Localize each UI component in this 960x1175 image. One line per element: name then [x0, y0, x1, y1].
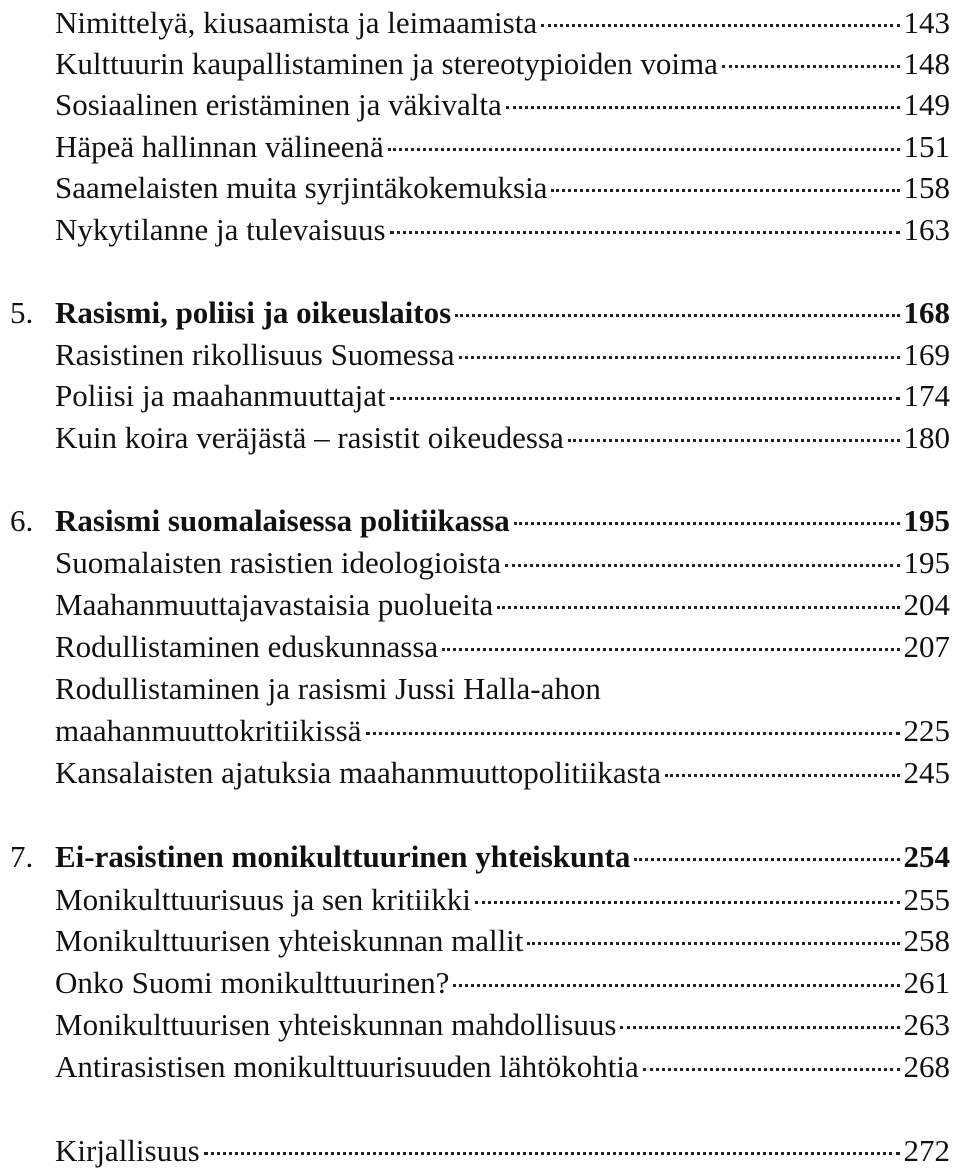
dot-leader	[541, 23, 899, 27]
toc-title: Saamelaisten muita syrjintäkokemuksia	[55, 170, 548, 205]
dot-leader	[204, 1151, 900, 1155]
toc-title: Nykytilanne ja tulevaisuus	[55, 212, 386, 247]
toc-page-number: 225	[903, 713, 950, 748]
toc-page-number: 149	[903, 87, 950, 122]
toc-entry	[0, 877, 960, 923]
toc-title: Monikulttuurisen yhteiskunnan mallit	[55, 923, 524, 958]
toc-entry	[0, 0, 960, 46]
dot-leader	[665, 773, 899, 777]
toc-entry-first-line	[0, 666, 960, 712]
dot-leader	[514, 521, 900, 525]
toc-page-number: 195	[903, 545, 950, 580]
toc-entry	[0, 124, 960, 170]
toc-entry	[0, 1002, 960, 1048]
dot-leader	[506, 105, 900, 109]
toc-title-line: Rodullistaminen ja rasismi Jussi Halla-ahon	[55, 671, 601, 706]
toc-title: Kirjallisuus	[55, 1133, 200, 1168]
dot-leader	[388, 147, 900, 151]
toc-entry	[0, 750, 960, 796]
toc-page-number: 148	[903, 46, 950, 81]
dot-leader	[475, 900, 900, 904]
dot-leader	[390, 230, 900, 234]
toc-entry	[0, 582, 960, 628]
toc-entry	[0, 41, 960, 87]
toc-entry	[0, 373, 960, 419]
dot-leader	[568, 438, 900, 442]
toc-entry	[0, 332, 960, 378]
toc-title: Rasistinen rikollisuus Suomessa	[55, 337, 455, 372]
toc-page-number: 261	[903, 965, 950, 1000]
toc-title: Antirasistisen monikulttuurisuuden lähtökohtia	[55, 1049, 639, 1084]
toc-title: Monikulttuurisuus ja sen kritiikki	[55, 882, 471, 917]
toc-page-number: 158	[903, 170, 950, 205]
dot-leader	[366, 731, 900, 735]
dot-leader	[527, 941, 899, 945]
toc-entry	[0, 708, 960, 754]
toc-entry	[0, 82, 960, 128]
dot-leader	[442, 647, 899, 651]
toc-page-number: 263	[903, 1007, 950, 1042]
dot-leader	[390, 396, 900, 400]
dot-leader	[455, 313, 899, 317]
toc-title: Nimittelyä, kiusaamista ja leimaamista	[55, 5, 538, 40]
dot-leader	[634, 857, 899, 861]
chapter-number: 7.	[10, 839, 34, 874]
dot-leader	[459, 355, 900, 359]
toc-page-number: 258	[903, 923, 950, 958]
toc-title: Ei-rasistinen monikulttuurinen yhteiskunta	[55, 839, 631, 874]
toc-page-number: 254	[903, 839, 950, 874]
toc-title: Poliisi ja maahanmuuttajat	[55, 378, 386, 413]
toc-entry-bibliography	[0, 1128, 960, 1174]
toc-page-number: 169	[903, 337, 950, 372]
chapter-number: 5.	[10, 295, 34, 330]
toc-entry	[0, 165, 960, 211]
toc-chapter	[0, 290, 960, 336]
toc-title: maahanmuuttokritiikissä	[55, 713, 362, 748]
toc-title: Sosiaalinen eristäminen ja väkivalta	[55, 87, 502, 122]
toc-entry	[0, 1044, 960, 1090]
toc-entry	[0, 624, 960, 670]
toc-title: Kulttuurin kaupallistaminen ja stereotypioiden voima	[55, 46, 718, 81]
toc-page-number: 163	[903, 212, 950, 247]
toc-title: Rasismi suomalaisessa politiikassa	[55, 503, 510, 538]
toc-page-number: 272	[903, 1133, 950, 1168]
toc-chapter	[0, 498, 960, 544]
toc-page-number: 245	[903, 755, 950, 790]
dot-leader	[453, 983, 899, 987]
toc-page-number: 195	[903, 503, 950, 538]
toc-entry	[0, 207, 960, 253]
toc-title: Maahanmuuttajavastaisia puolueita	[55, 587, 494, 622]
toc-page-number: 268	[903, 1049, 950, 1084]
dot-leader	[505, 563, 900, 567]
dot-leader	[643, 1067, 900, 1071]
toc-title: Monikulttuurisen yhteiskunnan mahdollisuus	[55, 1007, 617, 1042]
toc-entry	[0, 540, 960, 586]
dot-leader	[497, 605, 899, 609]
dot-leader	[551, 188, 899, 192]
toc-title: Häpeä hallinnan välineenä	[55, 129, 384, 164]
toc-title: Rasismi, poliisi ja oikeuslaitos	[55, 295, 452, 330]
toc-page-number: 174	[903, 378, 950, 413]
dot-leader	[722, 64, 900, 68]
toc-page-number: 255	[903, 882, 950, 917]
toc-page-number: 207	[903, 629, 950, 664]
toc-title: Kuin koira veräjästä – rasistit oikeudessa	[55, 420, 564, 455]
toc-title: Suomalaisten rasistien ideologioista	[55, 545, 501, 580]
toc-title: Kansalaisten ajatuksia maahanmuuttopolitiikasta	[55, 755, 662, 790]
toc-entry	[0, 918, 960, 964]
dot-leader	[620, 1025, 899, 1029]
toc-title: Onko Suomi monikulttuurinen?	[55, 965, 450, 1000]
toc-page-number: 143	[903, 5, 950, 40]
toc-chapter	[0, 834, 960, 880]
toc-page-number: 204	[903, 587, 950, 622]
toc-entry	[0, 415, 960, 461]
toc-page-number: 180	[903, 420, 950, 455]
toc-page-number: 168	[903, 295, 950, 330]
chapter-number: 6.	[10, 503, 34, 538]
toc-page-number: 151	[903, 129, 950, 164]
toc-title: Rodullistaminen eduskunnassa	[55, 629, 439, 664]
toc-entry	[0, 960, 960, 1006]
